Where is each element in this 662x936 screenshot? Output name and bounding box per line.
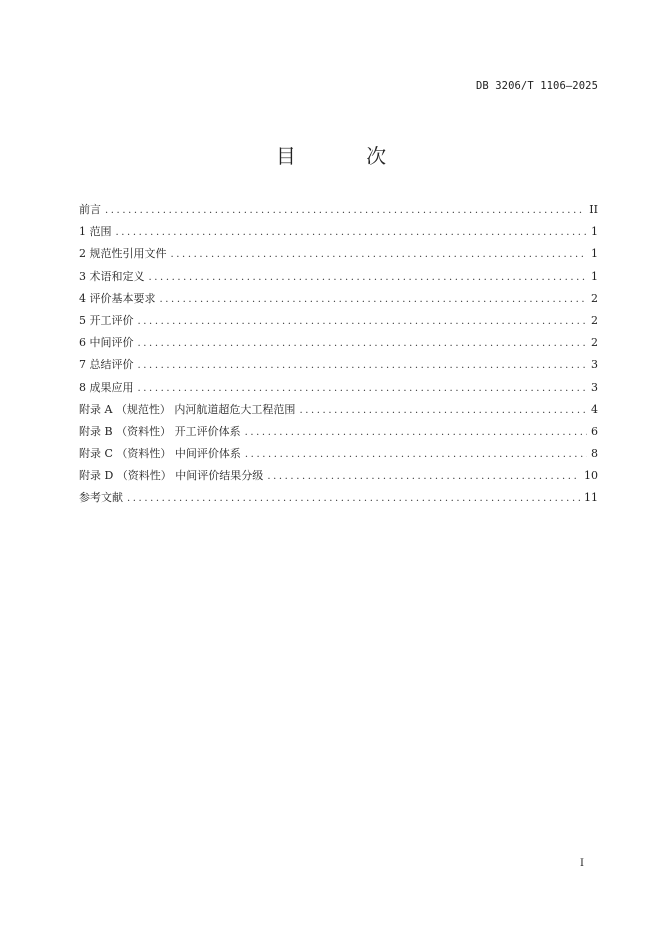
- toc-entry-label: 6 中间评价: [79, 336, 134, 350]
- toc-leader-dots: [138, 378, 588, 400]
- toc-entry-page: 10: [584, 469, 598, 483]
- toc-entry-label: 附录 B （资料性） 开工评价体系: [79, 424, 241, 438]
- toc-leader-dots: [171, 244, 588, 266]
- toc-entry-page: 4: [591, 402, 598, 416]
- toc-entry-label: 前言: [79, 203, 101, 216]
- toc-leader-dots: [245, 422, 587, 444]
- toc-entry[interactable]: [79, 310, 598, 332]
- toc-leader-dots: [116, 222, 588, 244]
- toc-entry[interactable]: [79, 377, 598, 399]
- toc-entry[interactable]: [79, 399, 598, 421]
- page-number: I: [580, 858, 584, 869]
- toc-entry-label: 1 范围: [79, 225, 112, 239]
- toc-entry-label: 8 成果应用: [79, 380, 134, 394]
- toc-leader-dots: [105, 200, 585, 222]
- toc-leader-dots: [138, 333, 588, 355]
- toc-entry-label: 5 开工评价: [79, 313, 134, 327]
- toc-leader-dots: [245, 444, 587, 466]
- toc-entry-page: 2: [591, 313, 598, 327]
- toc-entry-page: 3: [591, 380, 598, 394]
- toc-entry-label: 2 规范性引用文件: [79, 247, 167, 261]
- toc-leader-dots: [299, 400, 587, 422]
- toc-entry-page: 11: [584, 491, 598, 505]
- toc-entry-page: 2: [591, 291, 598, 305]
- toc-entry-page: 2: [591, 336, 598, 350]
- toc-entry[interactable]: [79, 332, 598, 354]
- toc-entry[interactable]: [79, 266, 598, 288]
- toc-entry[interactable]: [79, 465, 598, 487]
- toc-entry-label: 3 术语和定义: [79, 269, 145, 283]
- toc-entry-page: 1: [591, 269, 598, 283]
- toc-title: 目 次: [275, 144, 419, 168]
- toc-list: [79, 199, 598, 510]
- toc-leader-dots: [127, 488, 580, 510]
- toc-entry-page: 1: [591, 247, 598, 261]
- toc-entry[interactable]: [79, 421, 598, 443]
- toc-entry-page: 8: [591, 447, 598, 461]
- toc-entry-label: 附录 D （资料性） 中间评价结果分级: [79, 469, 264, 483]
- toc-leader-dots: [149, 267, 588, 289]
- toc-entry[interactable]: [79, 221, 598, 243]
- toc-entry-page: 1: [591, 225, 598, 239]
- toc-entry-page: 6: [591, 424, 598, 438]
- toc-entry[interactable]: [79, 354, 598, 376]
- toc-entry[interactable]: [79, 243, 598, 265]
- toc-entry[interactable]: [79, 199, 598, 221]
- toc-entry[interactable]: [79, 288, 598, 310]
- toc-leader-dots: [267, 466, 580, 488]
- toc-entry-label: 附录 A （规范性） 内河航道超危大工程范围: [79, 402, 296, 416]
- document-code: DB 3206/T 1106—2025: [475, 80, 598, 92]
- toc-entry-page: 3: [591, 358, 598, 372]
- toc-entry-page: II: [589, 203, 598, 216]
- toc-entry-label: 参考文献: [79, 491, 123, 505]
- toc-leader-dots: [160, 289, 588, 311]
- toc-leader-dots: [138, 311, 588, 333]
- toc-leader-dots: [138, 355, 588, 377]
- toc-entry[interactable]: [79, 487, 598, 509]
- toc-entry-label: 4 评价基本要求: [79, 291, 156, 305]
- toc-entry-label: 7 总结评价: [79, 358, 134, 372]
- toc-entry-label: 附录 C （资料性） 中间评价体系: [79, 447, 241, 461]
- toc-entry[interactable]: [79, 443, 598, 465]
